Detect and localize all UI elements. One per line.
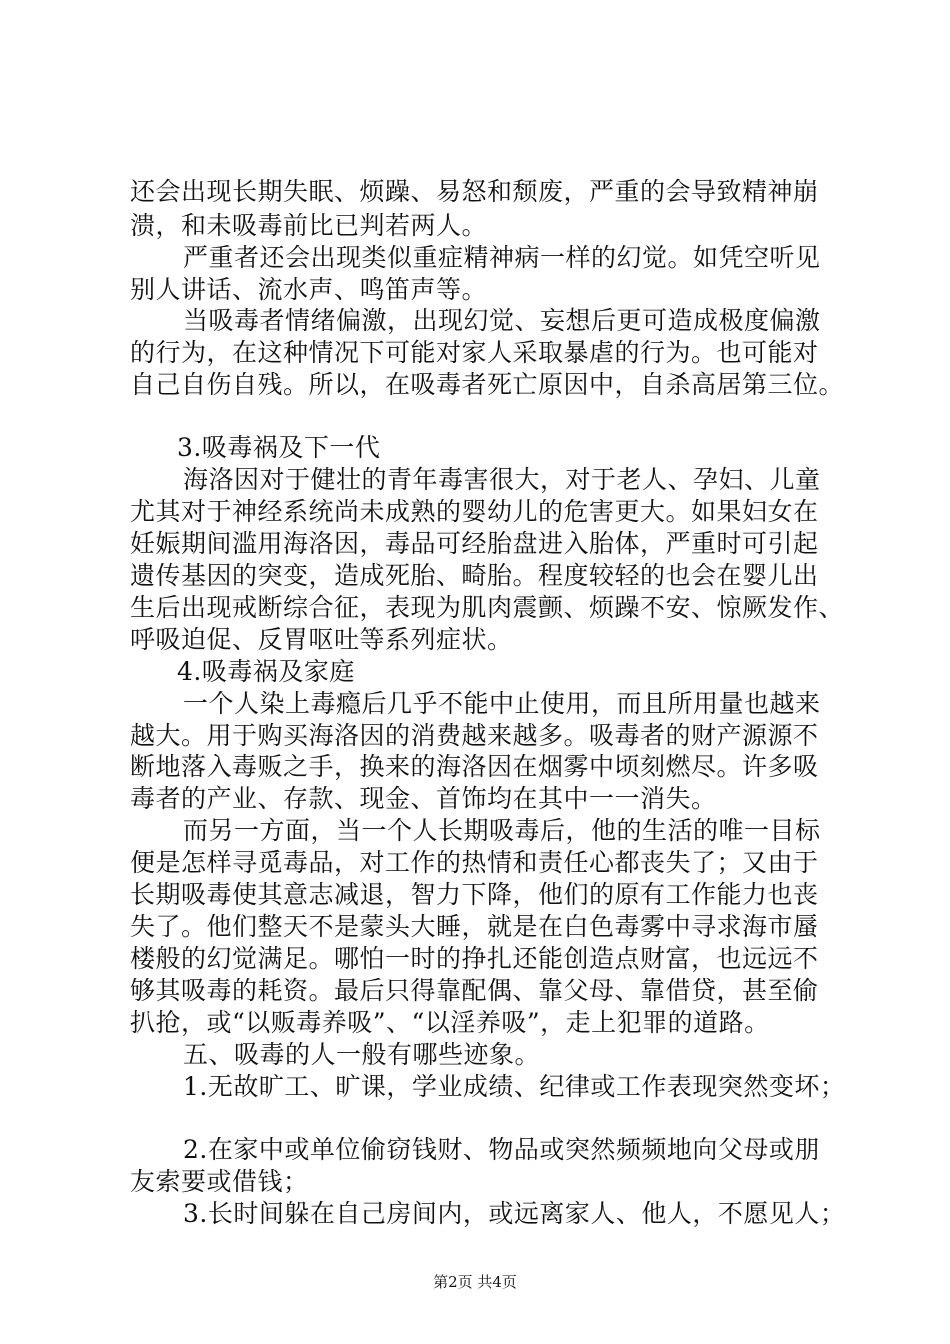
text-line: 妊娠期间滥用海洛因，毒品可经胎盘进入胎体，严重时可引起 [130, 529, 819, 558]
text-line: 楼般的幻觉满足。哪怕一时的挣扎还能创造点财富，也远远不 [130, 944, 819, 973]
text-line: 失了。他们整天不是蒙头大睡，就是在白色毒雾中寻求海市蜃 [130, 912, 819, 941]
text-line: 的行为，在这种情况下可能对家人采取暴虐的行为。也可能对 [130, 338, 819, 367]
text-line: 长期吸毒使其意志减退，智力下降，他们的原有工作能力也丧 [130, 880, 819, 909]
text-line: 便是怎样寻觅毒品，对工作的热情和责任心都丧失了；又由于 [130, 848, 819, 877]
text-line: 2.在家中或单位偷窃钱财、物品或突然频频地向父母或朋 [183, 1135, 820, 1164]
text-line: 五、吸毒的人一般有哪些迹象。 [183, 1040, 541, 1069]
text-line: 海洛因对于健壮的青年毒害很大，对于老人、孕妇、儿童 [183, 465, 821, 494]
text-line: 断地落入毒贩之手，换来的海洛因在烟雾中顷刻燃尽。许多吸 [130, 752, 819, 781]
text-line: 3.吸毒祸及下一代 [177, 433, 381, 462]
text-line: 1.无故旷工、旷课，学业成绩、纪律或工作表现突然变坏； [183, 1072, 846, 1101]
text-line: 扒抢，或“以贩毒养吸”、“以淫养吸”，走上犯罪的道路。 [130, 1008, 770, 1037]
text-line: 严重者还会出现类似重症精神病一样的幻觉。如凭空听见 [183, 243, 821, 272]
text-line: 尤其对于神经系统尚未成熟的婴幼儿的危害更大。如果妇女在 [130, 497, 819, 526]
text-line: 4.吸毒祸及家庭 [177, 657, 355, 686]
text-line: 够其吸毒的耗资。最后只得靠配偶、靠父母、靠借贷，甚至偷 [130, 976, 819, 1005]
text-line: 一个人染上毒瘾后几乎不能中止使用，而且所用量也越来 [183, 689, 821, 718]
text-line: 当吸毒者情绪偏激，出现幻觉、妄想后更可造成极度偏激 [183, 306, 821, 335]
text-line: 呼吸迫促、反胃呕吐等系列症状。 [130, 625, 513, 654]
page-footer: 第2页 共4页 [433, 1273, 517, 1291]
text-line: 自己自伤自残。所以，在吸毒者死亡原因中，自杀高居第三位。 [130, 370, 845, 399]
text-line: 生后出现戒断综合征，表现为肌肉震颤、烦躁不安、惊厥发作、 [130, 593, 845, 622]
text-line: 别人讲话、流水声、鸣笛声等。 [130, 275, 488, 304]
text-line: 而另一方面，当一个人长期吸毒后，他的生活的唯一目标 [183, 816, 821, 845]
text-line: 毒者的产业、存款、现金、首饰均在其中一一消失。 [130, 784, 717, 813]
text-line: 遗传基因的突变，造成死胎、畸胎。程度较轻的也会在婴儿出 [130, 561, 819, 590]
text-line: 还会出现长期失眠、烦躁、易怒和颓废，严重的会导致精神崩 [130, 177, 819, 206]
text-line: 3.长时间躲在自己房间内，或远离家人、他人，不愿见人； [183, 1199, 846, 1228]
text-line: 越大。用于购买海洛因的消费越来越多。吸毒者的财产源源不 [130, 721, 819, 750]
text-line: 溃，和未吸毒前比已判若两人。 [130, 211, 488, 240]
text-line: 友索要或借钱； [130, 1167, 309, 1196]
